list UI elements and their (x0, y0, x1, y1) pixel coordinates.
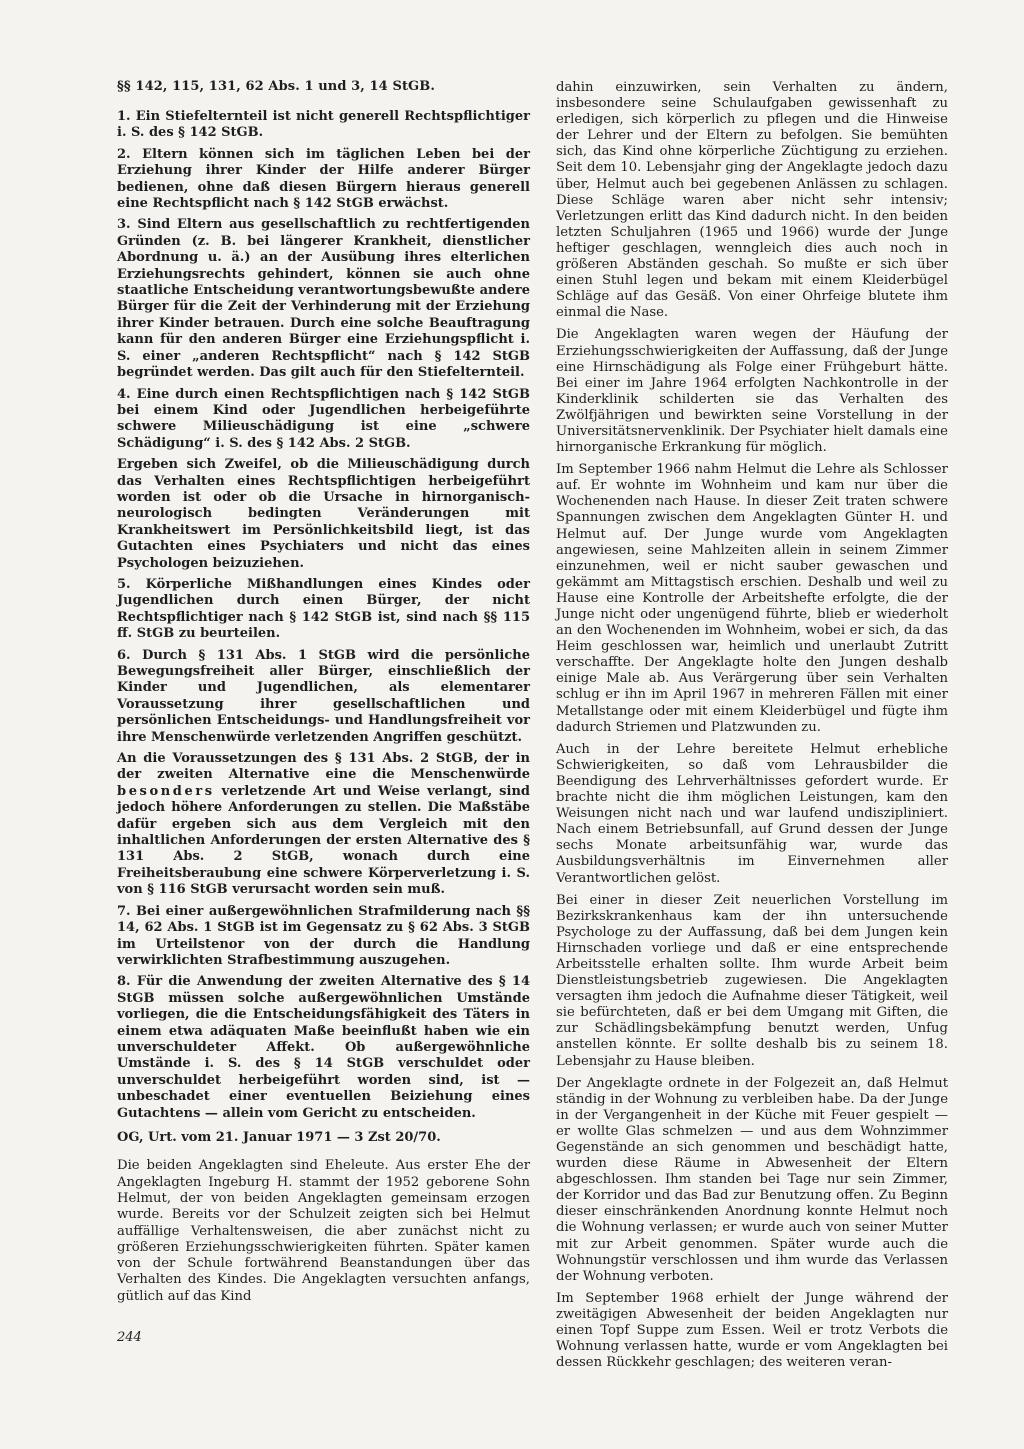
leitsatz-2: 2. Eltern können sich im täglichen Leben bei der Erziehung ihrer Kinder der Hilfe anderer Bürger bedienen, ohne daß diesen Bürgern hieraus generell eine Rechtspflicht nach § 142 StGB erwächst. (117, 146, 530, 212)
right-body-paragraph-1: dahin einzuwirken, sein Verhalten zu ändern, insbesondere seine Schulaufgaben gewissenhaft zu erledigen, sich körperlich zu pflegen und die Hinweise der Lehrer und der Eltern zu befolgen. Sie bemühten sich, das Kind ohne körperliche Züchtigung zu erziehen. Seit dem 10. Lebensjahr ging der Angeklagte jedoch dazu über, Helmut auch bei gegebenen Anlässen zu schlagen. Diese Schläge waren aber nicht sehr intensiv; Verletzungen erlitt das Kind dadurch nicht. In den beiden letzten Schuljahren (1965 und 1966) wurde der Junge heftiger geschlagen, wenngleich dies auch noch in größeren Abständen geschah. So mußte er sich über einen Stuhl legen und bekam mit einem Kleiderbügel Schläge auf das Gesäß. Von einer Ohrfeige blutete ihm einmal die Nase. (556, 80, 948, 321)
leitsatz-5: 5. Körperliche Mißhandlungen eines Kindes oder Jugendlichen durch einen Bürger, der nicht Rechtspflichtiger nach § 142 StGB ist, sind nach §§ 115 ff. StGB zu beurteilen. (117, 576, 530, 642)
leitsatz-6b-emphasis: besonders (117, 783, 215, 799)
leitsatz-6: 6. Durch § 131 Abs. 1 StGB wird die persönliche Bewegungsfreiheit aller Bürger, einschließlich der Kinder und Jugendlichen, als elementarer Voraussetzung ihrer gesellschaftlichen und persönlichen Entscheidungs- und Handlungsfreiheit vor ihre Menschenwürde verletzenden Angriffen geschützt. (117, 647, 530, 745)
left-body-paragraph-1: Die beiden Angeklagten sind Eheleute. Aus erster Ehe der Angeklagten Ingeburg H. stammt der 1952 geborene Sohn Helmut, der von beiden Angeklagten gemeinsam erzogen wurde. Bereits vor der Schulzeit zeigten sich bei Helmut auffällige Verhaltensweisen, die aber zunächst nicht zu größeren Erziehungsschwierigkeiten führten. Später kamen von der Schule fortwährend Beanstandungen über das Verhalten des Kindes. Die Angeklagten versuchten anfangs, gütlich auf das Kind (117, 1158, 530, 1304)
right-body-paragraph-2: Die Angeklagten waren wegen der Häufung der Erziehungsschwierigkeiten der Auffassung, daß der Junge eine Hirnschädigung als Folge einer Frühgeburt hätte. Bei einer im Jahre 1964 erfolgten Nachkontrolle in der Kinderklinik schilderten sie das Verhalten des Zwölfjährigen und bewirkten seine Vorstellung in der Universitätsnervenklinik. Der Psychiater hielt damals eine hirnorganische Erkrankung für möglich. (556, 327, 948, 456)
leitsatz-4: 4. Eine durch einen Rechtspflichtigen nach § 142 StGB bei einem Kind oder Jugendlichen herbeigeführte schwere Milieuschädigung ist eine „schwere Schädigung“ i. S. des § 142 Abs. 2 StGB. (117, 386, 530, 451)
leitsatz-4-continuation: Ergeben sich Zweifel, ob die Milieuschädigung durch das Verhalten eines Rechtspflichtigen herbeigeführt worden ist oder ob die Ursache in hirnorganisch-neurologisch bedingten Veränderungen mit Krankheitswert im Persönlichkeitsbild liegt, ist das Gutachten eines Psychiaters und nicht das eines Psychologen beizuziehen. (117, 457, 530, 571)
leitsatz-6b-after: verletzende Art und Weise verlangt, sind jedoch höhere Anforderungen zu stellen. Die Maßstäbe dafür ergeben sich aus dem Vergleich mit den inhaltlichen Anforderungen der ersten Alternative des § 131 Abs. 2 StGB, wonach durch eine Freiheitsberaubung eine schwere Körperverletzung i. S. von § 116 StGB verursacht worden sein muß. (117, 783, 530, 898)
right-body-paragraph-3: Im September 1966 nahm Helmut die Lehre als Schlosser auf. Er wohnte im Wohnheim und kam nur über die Wochenenden nach Hause. In dieser Zeit traten schwere Spannungen zwischen dem Angeklagten Günter H. und Helmut auf. Der Junge wurde vom Angeklagten angewiesen, seine Mahlzeiten allein in seinem Zimmer einzunehmen, weil er nicht sauber gewaschen und gekämmt am Mittagstisch erschien. Deshalb und weil zu Hause eine Kontrolle der Arbeitshefte erfolgte, die der Junge nicht oder ungenügend führte, blieb er wiederholt an den Wochenenden im Wohnheim, wobei er sich, da das Heim geschlossen war, heimlich und unerlaubt Zutritt verschaffte. Der Angeklagte holte den Jungen deshalb einige Male ab. Aus Verärgerung über sein Verhalten schlug er ihn im April 1967 in mehreren Fällen mit einer Metallstange oder mit einem Kleiderbügel und fügte ihm dadurch Striemen und Platzwunden zu. (556, 462, 948, 735)
law-reference: §§ 142, 115, 131, 62 Abs. 1 und 3, 14 StGB. (117, 79, 435, 94)
leitsatz-7: 7. Bei einer außergewöhnlichen Strafmilderung nach §§ 14, 62 Abs. 1 StGB ist im Gegensatz zu § 62 Abs. 3 StGB im Urteilstenor von der durch die Handlung verwirklichten Strafbestimmung auszugehen. (117, 903, 530, 968)
left-column (117, 78, 530, 1311)
leitsatz-1: 1. Ein Stiefelternteil ist nicht generell Rechtspflichtiger i. S. des § 142 StGB. (117, 109, 530, 141)
right-body-paragraph-7: Im September 1968 erhielt der Junge während der zweitägigen Abwesenheit der beiden Angeklagten nur einen Topf Suppe zum Essen. Weil er trotz Verbots die Wohnung verlassen hatte, wurde er vom Angeklagten bei dessen Rückkehr geschlagen; des weiteren veran- (556, 1290, 948, 1371)
leitsatz-3: 3. Sind Eltern aus gesellschaftlich zu rechtfertigenden Gründen (z. B. bei längerer Krankheit, dienstlicher Abordnung u. ä.) an der Ausübung ihres elterlichen Erziehungsrechts gehindert, können sie auch ohne staatliche Entscheidung verantwortungsbewußte andere Bürger für die Zeit der Verhinderung mit der Erziehung ihrer Kinder betrauen. Durch eine solche Beauftragung kann für den anderen Bürger eine Erziehungspflicht i. S. einer „anderen Rechtspflicht“ nach § 142 StGB begründet werden. Das gilt auch für den Stiefelternteil. (117, 217, 530, 381)
right-body-paragraph-5: Bei einer in dieser Zeit neuerlichen Vorstellung im Bezirkskrankenhaus kam der ihn untersuchende Psychologe zu der Auffassung, daß bei dem Jungen kein Hirnschaden vorliege und daß er eine entsprechende Arbeitsstelle erhalten sollte. Ihm wurde Arbeit beim Dienstleistungsbetrieb zugewiesen. Die Angeklagten versagten ihm jedoch die Aufnahme dieser Tätigkeit, weil sie befürchteten, daß er bei dem Umgang mit Giften, die zur Schädlingsbekämpfung benutzt werden, Unfug anstellen könnte. Er sollte deshalb bis zu seinem 18. Lebensjahr zu Hause bleiben. (556, 892, 948, 1069)
right-column (556, 80, 948, 1377)
leitsatz-6-continuation (117, 751, 530, 899)
leitsatz-6b-before: An die Voraussetzungen des § 131 Abs. 2 StGB, der in der zweiten Alternative eine die Menschenwürde (117, 751, 530, 783)
right-body-paragraph-6: Der Angeklagte ordnete in der Folgezeit an, daß Helmut ständig in der Wohnung zu verbleiben habe. Da der Junge in der Vergangenheit in der Küche mit Feuer gespielt — er wollte Glas schmelzen — und aus dem Wohnzimmer Gegenstände an sich genommen und beschädigt hatte, wurden diese Räume in Abwesenheit der Eltern abgeschlossen. Ihm standen bei Tage nur sein Zimmer, der Korridor und das Bad zur Benutzung offen. Zu Beginn dieser einschränkenden Anordnung konnte Helmut noch die Wohnung verlassen; er wurde auch von seiner Mutter mit zur Arbeit genommen. Später wurde auch die Wohnungstür verschlossen und ihm wurde das Verlassen der Wohnung verboten. (556, 1075, 948, 1284)
court-citation: OG, Urt. vom 21. Januar 1971 — 3 Zst 20/70. (117, 1129, 441, 1145)
page-number: 244 (117, 1330, 142, 1345)
right-body-paragraph-4: Auch in der Lehre bereitete Helmut erhebliche Schwierigkeiten, so daß vom Lehrausbilder die Beendigung des Lehrverhältnisses gefordert wurde. Er brachte nicht die ihm möglichen Leistungen, kam den Weisungen nicht nach und war laufend undiszipliniert. Nach einem Betriebsunfall, auf Grund dessen der Junge sechs Monate arbeitsunfähig war, wurde das Ausbildungsverhältnis im Einvernehmen aller Verantwortlichen gelöst. (556, 741, 948, 886)
leitsatz-8: 8. Für die Anwendung der zweiten Alternative des § 14 StGB müssen solche außergewöhnlichen Umstände vorliegen, die die Entscheidungsfähigkeit des Täters in einem etwa adäquaten Maße beeinflußt haben wie ein unverschuldeter Affekt. Ob außergewöhnliche Umstände i. S. des § 14 StGB verschuldet oder unverschuldet herbeigeführt worden sind, ist — unbeschadet einer eventuellen Beiziehung eines Gutachtens — allein vom Gericht zu entscheiden. (117, 974, 530, 1121)
